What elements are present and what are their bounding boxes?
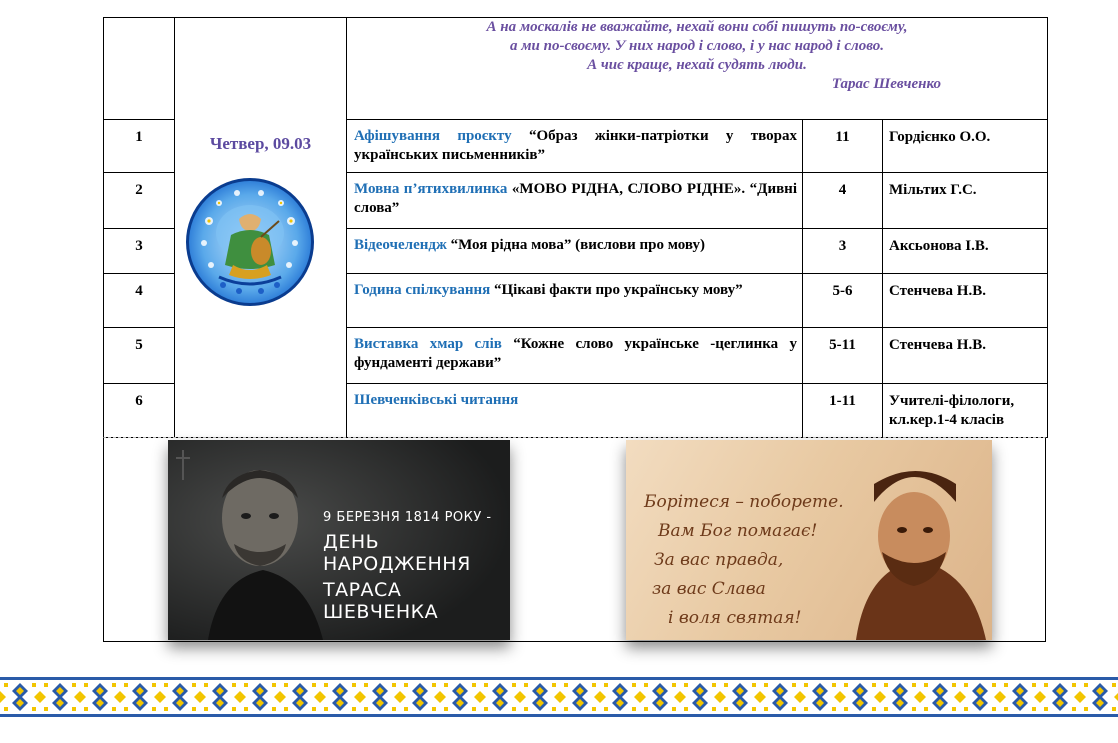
- responsible-cell: Стенчева Н.В.: [883, 274, 1048, 328]
- handwritten-quote: [644, 488, 844, 633]
- quote-portrait-image: [626, 440, 992, 640]
- quote-line-2: а ми по-своєму. У них народ і слово, і у нас народ і слово.: [510, 38, 884, 54]
- event-title: Виставка хмар слів: [354, 336, 502, 352]
- images-section: [103, 437, 1046, 642]
- event-cell: [347, 173, 803, 229]
- grade-cell: 5-6: [803, 274, 883, 328]
- grade-cell: 4: [803, 173, 883, 229]
- responsible-cell: Учителі-філологи, кл.кер.1-4 класів: [883, 384, 1048, 438]
- quote-line-1: А на москалів не вважайте, нехай вони собі пишуть по-своєму,: [486, 19, 908, 35]
- responsible-cell: Стенчева Н.В.: [883, 328, 1048, 384]
- row-number: 3: [104, 229, 175, 274]
- empty-num-cell: [104, 18, 175, 120]
- script-line-5: і воля святая!: [668, 608, 802, 628]
- script-line-3: За вас правда,: [654, 550, 784, 570]
- grade-cell: 5-11: [803, 328, 883, 384]
- event-cell: [347, 120, 803, 173]
- banner-date: 9 БЕРЕЗНЯ 1814 РОКУ -: [323, 510, 492, 525]
- row-number: 4: [104, 274, 175, 328]
- responsible-cell: Аксьонова І.В.: [883, 229, 1048, 274]
- event-plan-table: [103, 17, 1048, 438]
- event-title: Відеочелендж: [354, 237, 447, 253]
- event-title: Шевченківські читання: [354, 392, 519, 408]
- row-number: 6: [104, 384, 175, 438]
- row-number: 1: [104, 120, 175, 173]
- grade-cell: 11: [803, 120, 883, 173]
- script-line-2: Вам Бог помагає!: [658, 521, 818, 541]
- banner-text: [323, 510, 510, 623]
- script-line-4: за вас Слава: [652, 579, 766, 599]
- day-label: Четвер, 09.03: [209, 134, 312, 153]
- shevchenko-quote: [347, 18, 1048, 120]
- embroidery-ornament: [0, 677, 1118, 717]
- event-title: Година спілкування: [354, 282, 491, 298]
- kobzar-medallion-icon: [186, 178, 314, 306]
- responsible-cell: Мільтих Г.С.: [883, 173, 1048, 229]
- row-number: 5: [104, 328, 175, 384]
- event-desc: «МОВО РІДНА, СЛОВО РІДНЕ». “Дивні слова”: [354, 181, 797, 216]
- day-cell: [175, 18, 347, 438]
- grade-cell: 1-11: [803, 384, 883, 438]
- event-desc: “Цікаві факти про українську мову”: [490, 282, 743, 298]
- event-plan-sheet: [103, 17, 1047, 643]
- event-title: Мовна п’ятихвилинка: [354, 181, 508, 197]
- quote-row: [104, 18, 1048, 120]
- banner-title-1: ДЕНЬ НАРОДЖЕННЯ: [323, 531, 471, 575]
- event-cell: [347, 229, 803, 274]
- responsible-cell: Гордієнко О.О.: [883, 120, 1048, 173]
- event-desc: “Образ жінки-патріотки у творах українських письменників”: [354, 128, 797, 163]
- script-line-1: Борітеся – поборете.: [644, 492, 844, 512]
- event-cell: [347, 384, 803, 438]
- grade-cell: 3: [803, 229, 883, 274]
- birthday-banner-image: [168, 440, 510, 640]
- event-desc: “Моя рідна мова” (вислови про мову): [446, 237, 705, 253]
- banner-title-2: ТАРАСА ШЕВЧЕНКА: [323, 579, 439, 623]
- event-cell: [347, 274, 803, 328]
- event-cell: [347, 328, 803, 384]
- event-desc: “Кожне слово українське -цеглинка у фундаменті держави”: [354, 336, 798, 371]
- row-number: 2: [104, 173, 175, 229]
- quote-line-3: А чиє краще, нехай судять люди.: [587, 57, 807, 73]
- quote-author: Тарас Шевченко: [831, 76, 941, 92]
- event-title: Афішування проєкту: [354, 128, 512, 144]
